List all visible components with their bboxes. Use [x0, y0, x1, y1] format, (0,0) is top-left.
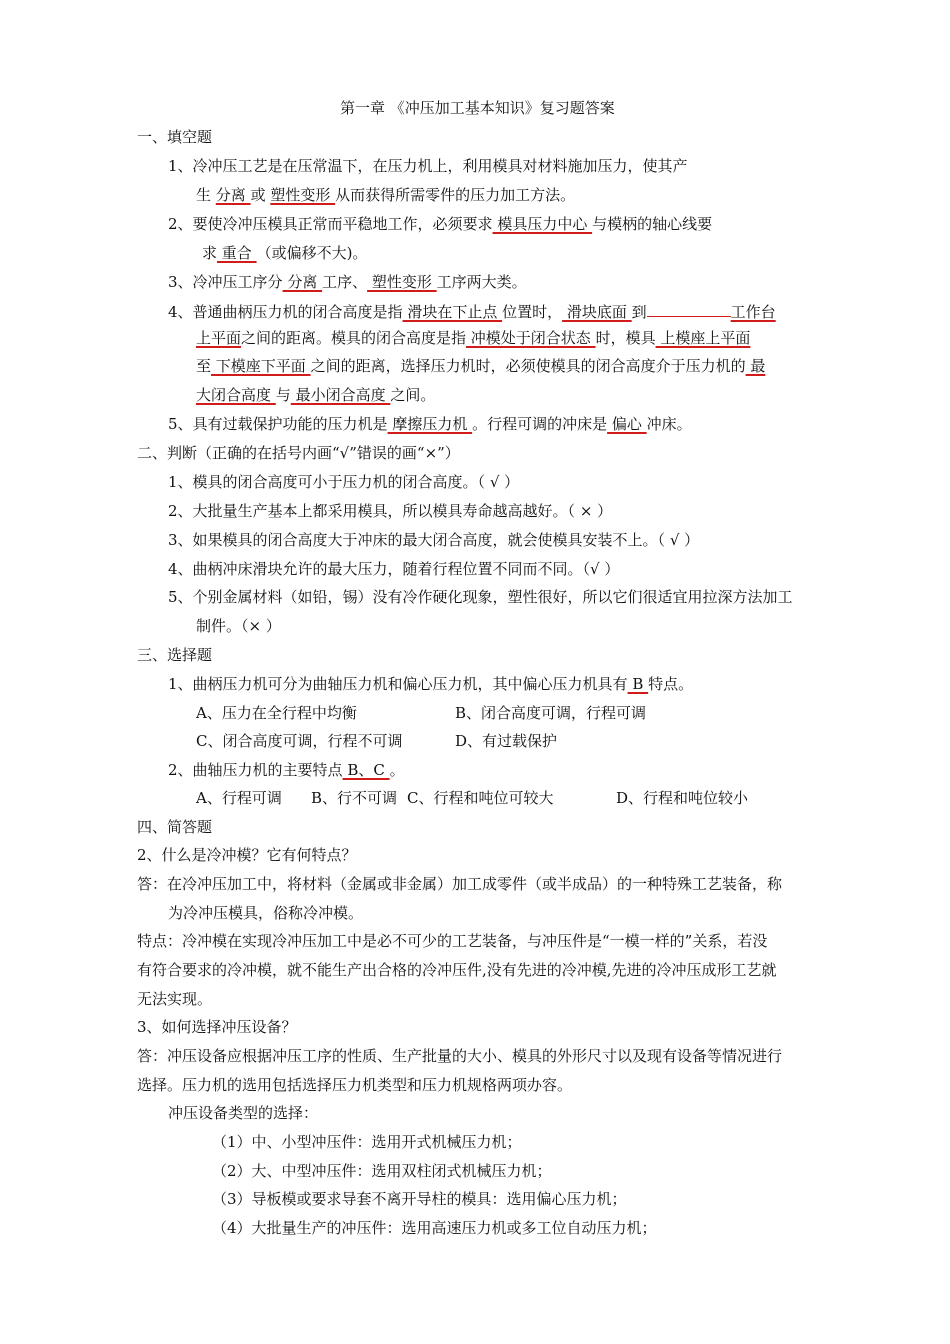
section-short-heading: 四、简答题: [137, 818, 213, 836]
answer-underline: 最小闭合高度: [290, 386, 391, 404]
short-selection-item-1: （1）中、小型冲压件：选用开式机械压力机；: [212, 1133, 522, 1151]
choice-q1-option-d: D、有过载保护: [455, 732, 558, 750]
text-segment: 1、曲柄压力机可分为曲轴压力机和偏心压力机，其中偏心压力机具有: [168, 675, 628, 693]
judge-item-1: 1、模具的闭合高度可小于压力机的闭合高度。（ √ ）: [168, 473, 520, 491]
choice-q2-option-b: B、行不可调: [311, 789, 398, 807]
text-segment: （或偏移不大)。: [256, 244, 368, 262]
answer-underline: 重合: [217, 244, 257, 262]
fill-q4-line3: [196, 356, 765, 376]
text-segment: 或: [250, 186, 271, 204]
answer-underline: 摩擦压力机: [387, 415, 473, 433]
text-segment: 特点。: [648, 675, 694, 693]
answer-underline: 塑性变形: [367, 273, 437, 291]
fill-q4-line2: [196, 328, 750, 348]
text-segment: 时，模具: [595, 329, 656, 347]
choice-q2: [168, 760, 405, 780]
answer-underline: 偏心: [607, 415, 647, 433]
choice-q1-option-c: C、闭合高度可调，行程不可调: [196, 732, 403, 750]
judge-item-2: 2、大批量生产基本上都采用模具，所以模具寿命越高越好。（ × ）: [168, 502, 613, 520]
answer-underline: 最: [745, 357, 766, 375]
judge-item-4: 4、曲柄冲床滑块允许的最大压力，随着行程位置不同而不同。（√ ）: [168, 560, 620, 578]
answer-underline: 上模座上平面: [655, 329, 751, 347]
short-selection-item-4: （4）大批量生产的冲压件：选用高速压力机或多工位自动压力机；: [212, 1219, 657, 1237]
judge-item-5-line1: 5、个别金属材料（如铅，锡）没有冷作硬化现象，塑性很好，所以它们很适宜用拉深方法加工: [168, 588, 793, 606]
answer-underline: 滑块在下止点: [402, 303, 503, 321]
answer-underline: B、C: [342, 761, 390, 779]
answer-underline: 分离: [282, 273, 323, 291]
short-answer-3-line2: 选择。压力机的选用包括选择压力机类型和压力机规格两项办容。: [137, 1076, 573, 1094]
judge-item-5-line2: 制件。（× ）: [196, 617, 281, 635]
fill-q1-line2: [196, 185, 575, 205]
answer-underline: 下模座下平面: [211, 357, 311, 375]
text-segment: 工序、: [322, 273, 368, 291]
text-segment: 至: [196, 357, 212, 375]
short-selection-item-3: （3）导板模或要求导套不离开导柱的模具：选用偏心压力机；: [212, 1190, 627, 1208]
text-segment: 从而获得所需零件的压力加工方法。: [335, 186, 576, 204]
answer-underline: 塑性变形: [270, 186, 336, 204]
choice-q2-option-d: D、行程和吨位较小: [616, 789, 749, 807]
short-feature-line3: 无法实现。: [137, 990, 213, 1008]
fill-q4-line1: [168, 300, 776, 322]
text-segment: 位置时，: [502, 303, 563, 321]
text-segment: 生: [196, 186, 216, 204]
text-segment: 之间。: [390, 386, 436, 404]
short-selection-heading: 冲压设备类型的选择：: [168, 1104, 319, 1122]
fill-q2-line1: [168, 214, 712, 234]
answer-underline: 冲模处于闭合状态: [466, 329, 596, 347]
text-segment: 。: [389, 761, 405, 779]
text-segment: 与: [275, 386, 291, 404]
text-segment: 5、具有过载保护功能的压力机是: [168, 415, 388, 433]
page-title: 第一章 《冲压加工基本知识》复习题答案: [340, 99, 615, 117]
text-segment: 与模柄的轴心线要: [592, 215, 713, 233]
short-answer-3-line1: 答：冲压设备应根据冲压工序的性质、生产批量的大小、模具的外形尺寸以及现有设备等情况进行: [137, 1047, 783, 1065]
text-segment: 求: [202, 244, 218, 262]
short-feature-line1: 特点：冷冲模在实现冷冲压加工中是必不可少的工艺装备，与冲压件是“一模一样的”关系，若没: [137, 932, 768, 950]
fill-q2-line2: [202, 243, 367, 263]
text-segment: 工序两大类。: [436, 273, 527, 291]
answer-underline: B: [627, 675, 649, 693]
judge-item-3: 3、如果模具的闭合高度大于冲床的最大闭合高度，就会使模具安装不上。（ √ ）: [168, 531, 700, 549]
answer-underline: 分离: [215, 186, 251, 204]
choice-q1-option-b: B、闭合高度可调，行程可调: [455, 704, 647, 722]
choice-q2-option-c: C、行程和吨位可较大: [407, 789, 554, 807]
answer-blank: [647, 300, 731, 317]
text-segment: 冲床。: [646, 415, 692, 433]
short-answer-2-line1: 答：在冷冲压加工中，将材料（金属或非金属）加工成零件（或半成品）的一种特殊工艺装备，称: [137, 875, 783, 893]
answer-underline: 上平面: [196, 329, 242, 347]
answer-underline: 滑块底面: [562, 303, 632, 321]
answer-underline: 大闭合高度: [196, 386, 276, 404]
section-judge-heading: 二、判断（正确的在括号内画“√”错误的画“×”）: [137, 444, 460, 462]
fill-q1-line1: 1、冷冲压工艺是在压常温下，在压力机上，利用模具对材料施加压力，使其产: [168, 157, 688, 175]
short-question-3: 3、如何选择冲压设备？: [137, 1018, 297, 1036]
fill-q3: [168, 272, 527, 292]
text-segment: 之间的距离。模具的闭合高度是指: [241, 329, 467, 347]
choice-q1-option-a: A、压力在全行程中均衡: [196, 704, 357, 722]
choice-q2-option-a: A、行程可调: [196, 789, 282, 807]
answer-underline: 模具压力中心: [492, 215, 593, 233]
short-selection-item-2: （2）大、中型冲压件：选用双柱闭式机械压力机；: [212, 1162, 552, 1180]
short-feature-line2: 有符合要求的冷冲模，就不能生产出合格的冷冲压件,没有先进的冷冲模,先进的冷冲压成形工艺就: [137, 961, 777, 979]
text-segment: 4、普通曲柄压力机的闭合高度是指: [168, 303, 403, 321]
section-choice-heading: 三、选择题: [137, 646, 213, 664]
text-segment: 2、曲轴压力机的主要特点: [168, 761, 343, 779]
short-question-2: 2、什么是冷冲模？它有何特点？: [137, 846, 357, 864]
short-answer-2-line2: 为冷冲压模具，俗称冷冲模。: [168, 904, 364, 922]
section-fill-heading: 一、填空题: [137, 128, 213, 146]
fill-q5: [168, 414, 692, 434]
text-segment: 2、要使冷冲压模具正常而平稳地工作，必须要求: [168, 215, 493, 233]
text-segment: 。行程可调的冲床是: [472, 415, 608, 433]
choice-q1: [168, 674, 693, 694]
answer-underline: 工作台: [730, 303, 776, 321]
text-segment: 之间的距离，选择压力机时，必须使模具的闭合高度介于压力机的: [310, 357, 746, 375]
fill-q4-line4: [196, 385, 435, 405]
text-segment: 到: [631, 303, 647, 321]
text-segment: 3、冷冲压工序分: [168, 273, 283, 291]
